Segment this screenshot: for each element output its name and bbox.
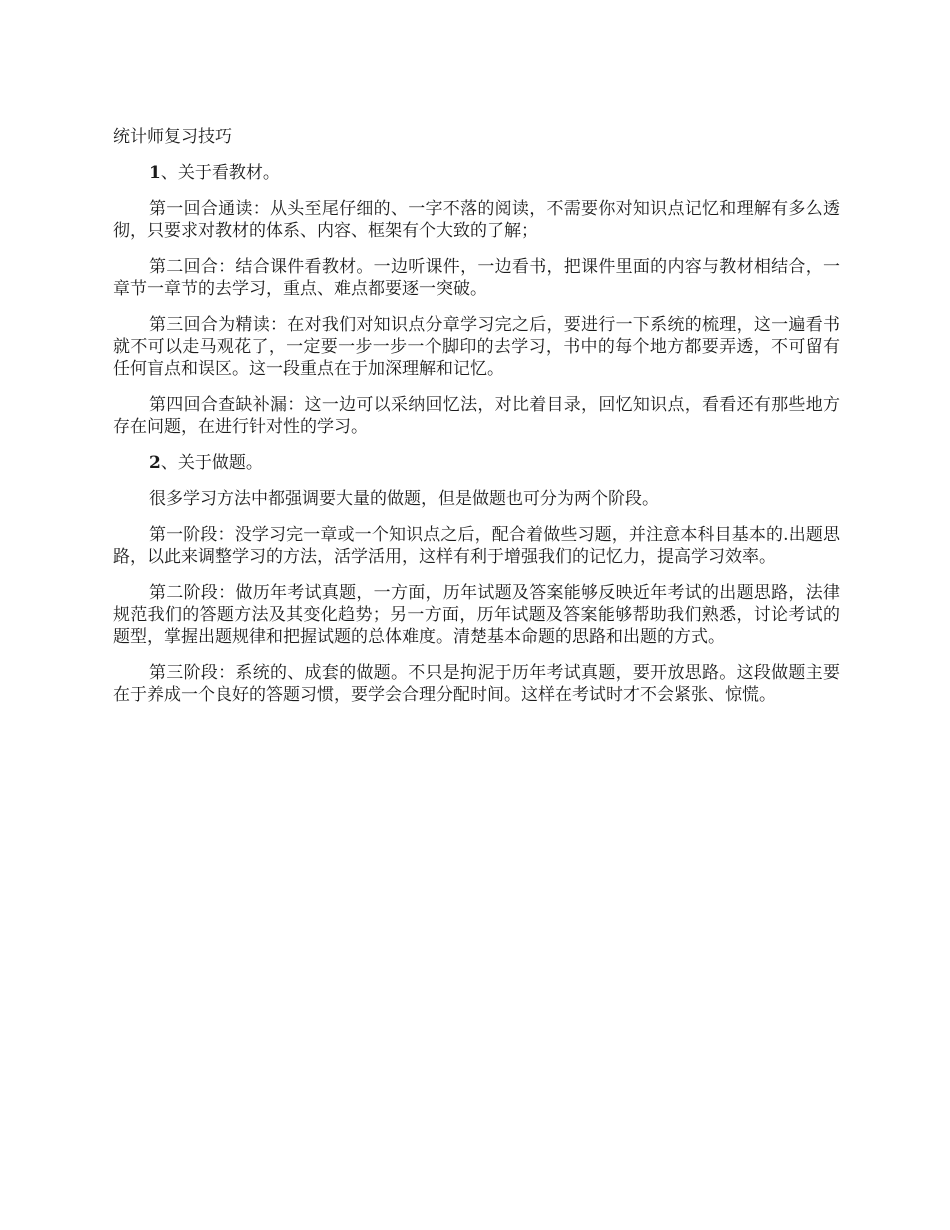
paragraph-round-3: 第三回合为精读：在对我们对知识点分章学习完之后，要进行一下系统的梳理，这一遍看书就不可以走马观花了，一定要一步一步一个脚印的去学习，书中的每个地方都要弄透，不可留有任何盲点和误区。这一段重点在于加深理解和记忆。 [113, 315, 840, 379]
section-number: 2 [149, 453, 161, 473]
section-heading-textbook [113, 162, 840, 184]
section-heading-exercises [113, 452, 840, 474]
document-page [113, 126, 840, 720]
paragraph-round-4: 第四回合查缺补漏：这一边可以采纳回忆法，对比着目录，回忆知识点，看看还有那些地方存在问题，在进行针对性的学习。 [113, 395, 840, 437]
section-heading-text: 、关于看教材。 [160, 163, 280, 183]
paragraph-stage-2: 第二阶段：做历年考试真题，一方面，历年试题及答案能够反映近年考试的出题思路，法律规范我们的答题方法及其变化趋势；另一方面，历年试题及答案能够帮助我们熟悉，讨论考试的题型，掌握出题规律和把握试题的总体难度。清楚基本命题的思路和出题的方式。 [113, 583, 840, 647]
paragraph-round-1: 第一回合通读：从头至尾仔细的、一字不落的阅读，不需要你对知识点记忆和理解有多么透彻，只要求对教材的体系、内容、框架有个大致的了解； [113, 199, 840, 241]
section-heading-text: 、关于做题。 [160, 453, 263, 473]
section-number: 1 [149, 163, 161, 183]
paragraph-exercise-intro: 很多学习方法中都强调要大量的做题，但是做题也可分为两个阶段。 [149, 489, 659, 509]
document-title: 统计师复习技巧 [113, 127, 232, 147]
paragraph-stage-3: 第三阶段：系统的、成套的做题。不只是拘泥于历年考试真题，要开放思路。这段做题主要在于养成一个良好的答题习惯，要学会合理分配时间。这样在考试时才不会紧张、惊慌。 [113, 663, 840, 705]
paragraph-round-2: 第二回合：结合课件看教材。一边听课件，一边看书，把课件里面的内容与教材相结合，一章节一章节的去学习，重点、难点都要逐一突破。 [113, 257, 840, 299]
paragraph-stage-1: 第一阶段：没学习完一章或一个知识点之后，配合着做些习题，并注意本科目基本的.出题思路，以此来调整学习的方法，活学活用，这样有利于增强我们的记忆力，提高学习效率。 [113, 525, 840, 567]
